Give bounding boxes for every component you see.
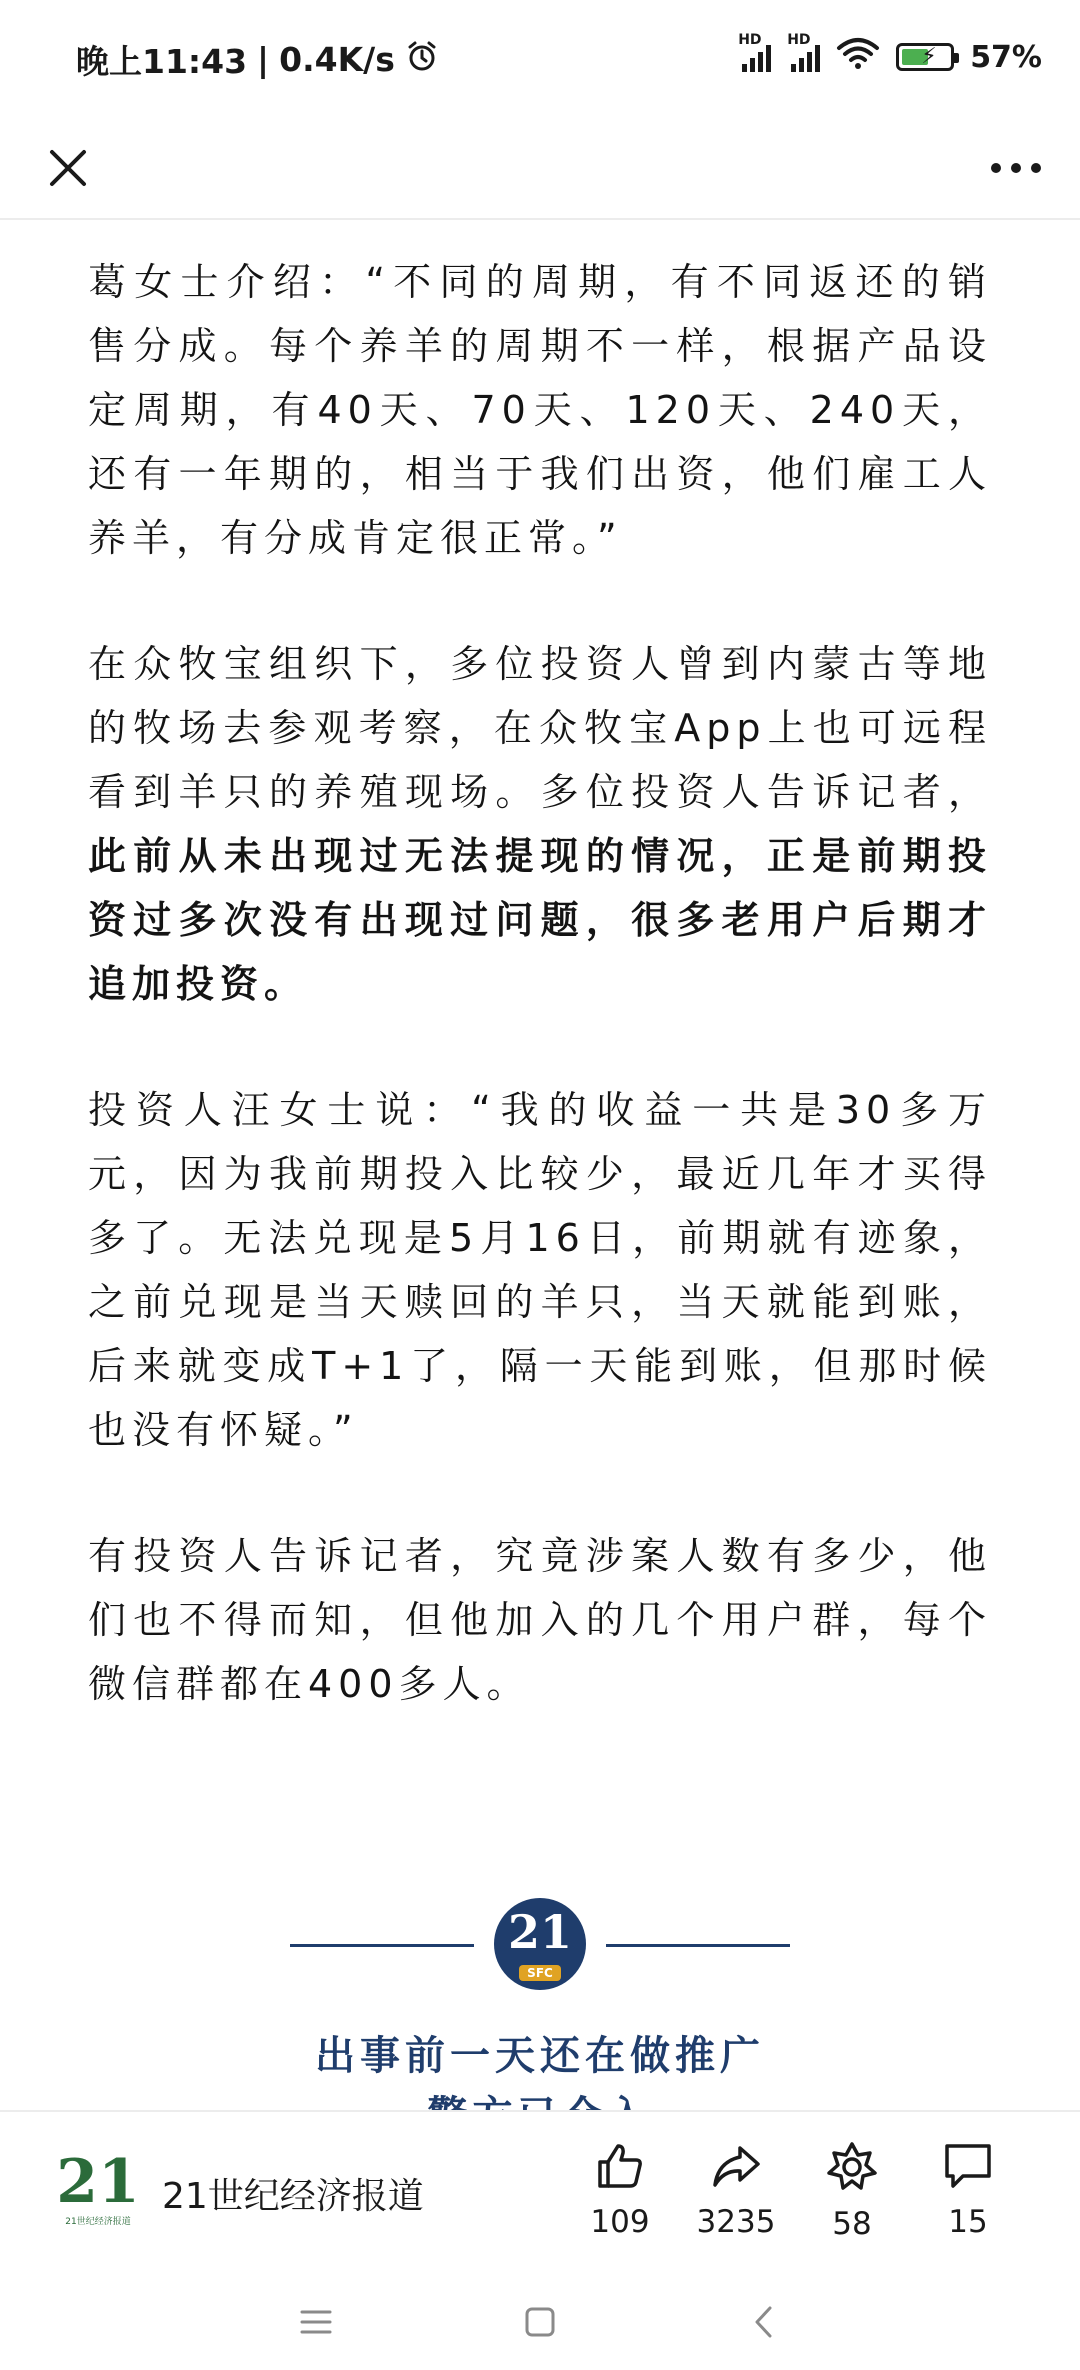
- alarm-icon: [405, 39, 439, 81]
- hd-label: HD: [787, 32, 811, 48]
- comment-count: 15: [948, 2204, 988, 2240]
- like-button[interactable]: [560, 2140, 680, 2240]
- status-bar: [0, 0, 1080, 118]
- status-time: 晚上11:43: [76, 42, 248, 81]
- battery-icon: [896, 43, 954, 71]
- section-title: 出事前一天还在做推广: [315, 2033, 765, 2079]
- like-count: 109: [590, 2204, 650, 2240]
- home-nav-button[interactable]: [510, 2292, 570, 2352]
- account-logo-number: 21: [56, 2147, 140, 2217]
- home-square-icon: [523, 2305, 557, 2339]
- close-button[interactable]: [28, 128, 108, 208]
- comment-bubble-icon: [941, 2140, 995, 2192]
- back-nav-button[interactable]: [734, 2292, 794, 2352]
- sfc-logo-badge: SFC: [519, 1965, 561, 1981]
- more-button[interactable]: [976, 128, 1056, 208]
- close-icon: [46, 146, 90, 190]
- section-logo-row: [0, 1896, 1080, 1996]
- article-paragraph: [88, 632, 992, 1016]
- bottom-action-bar: [0, 2110, 1080, 2274]
- wifi-icon: [836, 36, 880, 78]
- sfc-logo: [494, 1898, 586, 1990]
- article-paragraph: 有投资人告诉记者，究竟涉案人数有多少，他们也不得而知，但他加入的几个用户群，每个微信群都在400多人。: [88, 1534, 992, 1706]
- share-arrow-icon: [710, 2140, 762, 2192]
- article-paragraph: 投资人汪女士说：“我的收益一共是30多万元，因为我前期投入比较少，最近几年才买得多了。无法兑现是5月16日，前期就有迹象，之前兑现是当天赎回的羊只，当天就能到账，后来就变成T+1了，隔一天能到账，但那时候也没有怀疑。”: [88, 1088, 992, 1452]
- favorite-star-icon: [825, 2140, 879, 2194]
- section-heading: [0, 1896, 1080, 2146]
- account-logo-subtitle: 21世纪经济报道: [65, 2217, 131, 2227]
- charging-icon: ⚡: [921, 44, 937, 69]
- article-body: [88, 250, 992, 1778]
- divider-line-left: [290, 1944, 474, 1947]
- hd-label: HD: [738, 32, 762, 48]
- status-right: [738, 32, 1042, 78]
- menu-icon: [298, 2307, 334, 2337]
- signal-icon-sim1: [738, 32, 771, 72]
- share-button[interactable]: [676, 2140, 796, 2240]
- status-left: [76, 36, 439, 83]
- battery-percent: 57%: [970, 39, 1042, 75]
- signal-icon-sim2: [787, 32, 820, 72]
- paragraph-text: 在众牧宝组织下，多位投资人曾到内蒙古等地的牧场去参观考察，在众牧宝App上也可远程看到羊只的养殖现场。多位投资人告诉记者，: [88, 642, 992, 814]
- status-net-speed: 0.4K/s: [279, 40, 395, 79]
- account-name[interactable]: 21世纪经济报道: [162, 2176, 424, 2217]
- favorite-count: 58: [832, 2206, 872, 2242]
- status-separator: |: [257, 40, 270, 79]
- sfc-logo-number: 21: [507, 1905, 572, 1959]
- more-dots-icon: [988, 161, 1044, 175]
- top-nav: [0, 118, 1080, 220]
- back-chevron-icon: [752, 2304, 776, 2340]
- article-paragraph: 葛女士介绍：“不同的周期，有不同返还的销售分成。每个养羊的周期不一样，根据产品设定周期，有40天、70天、120天、240天，还有一年期的，相当于我们出资，他们雇工人养羊，有分成肯定很正常。”: [88, 260, 992, 560]
- thumbs-up-icon: [594, 2140, 646, 2192]
- share-count: 3235: [696, 2204, 776, 2240]
- menu-nav-button[interactable]: [286, 2292, 346, 2352]
- divider-line-right: [606, 1944, 790, 1947]
- system-nav-bar: [0, 2272, 1080, 2370]
- account-avatar[interactable]: [56, 2147, 140, 2234]
- comment-button[interactable]: [908, 2140, 1028, 2240]
- favorite-button[interactable]: [792, 2140, 912, 2242]
- paragraph-bold-text: 此前从未出现过无法提现的情况，正是前期投资过多次没有出现过问题，很多老用户后期才追加投资。: [88, 834, 992, 1006]
